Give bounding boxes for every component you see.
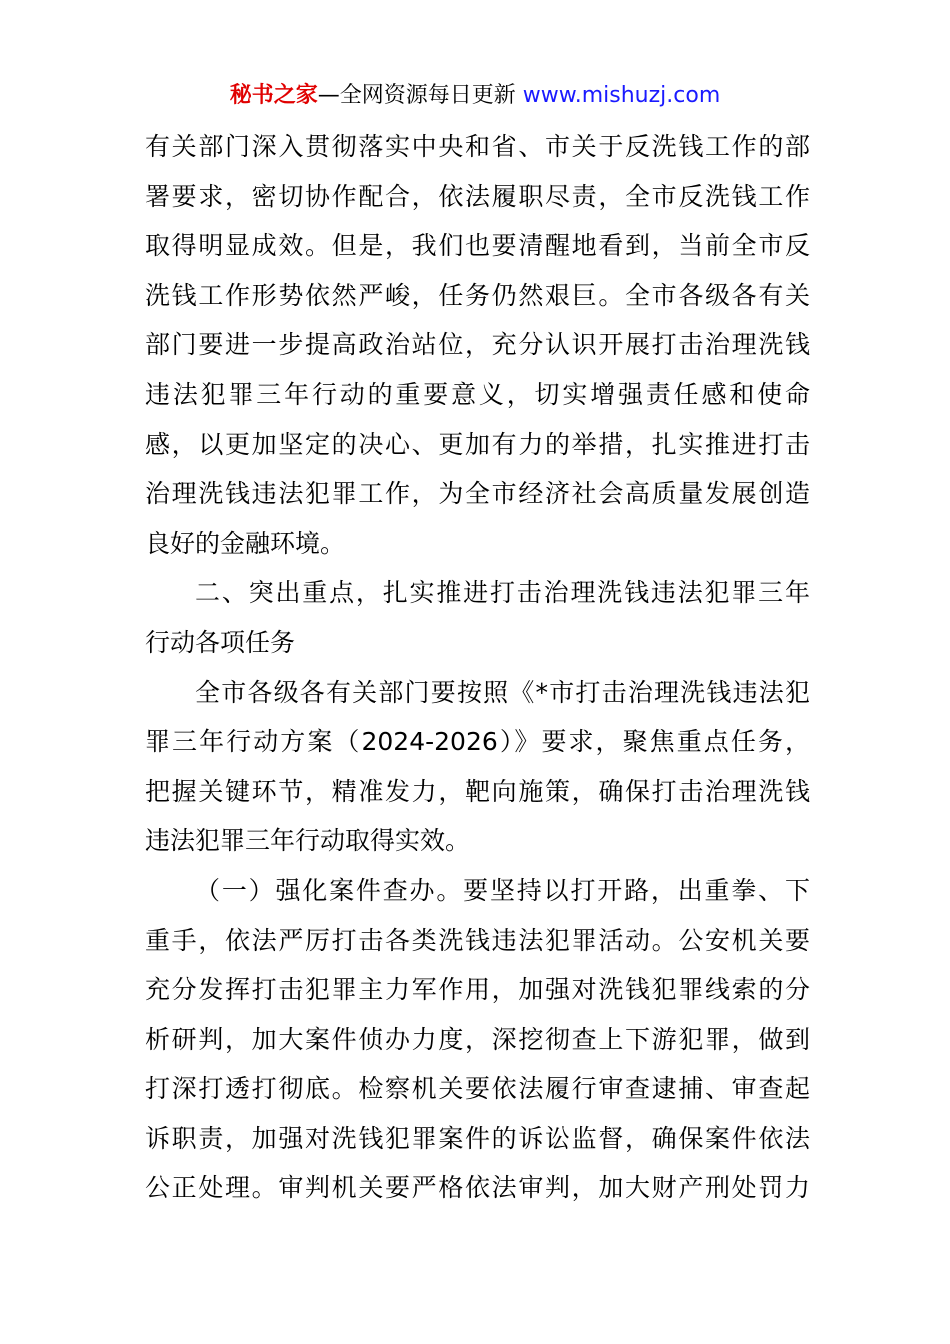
text-line: 署要求，密切协作配合，依法履职尽责，全市反洗钱工作 [145, 181, 810, 211]
text-line: 良好的金融环境。 [145, 528, 346, 558]
document-body [145, 127, 810, 1218]
site-url-link[interactable]: www.mishuzj.com [522, 83, 721, 108]
text-line: 打深打透打彻底。检察机关要依法履行审查逮捕、审查起 [145, 1074, 810, 1104]
text-line: 公正处理。审判机关要严格依法审判，加大财产刑处罚力 [145, 1173, 810, 1203]
text-line: 感，以更加坚定的决心、更加有力的举措，扎实推进打击 [145, 429, 810, 459]
brand-name: 秘书之家 [229, 83, 318, 108]
text-line: 取得明显成效。但是，我们也要清醒地看到，当前全市反 [145, 231, 810, 261]
text-line: （一）强化案件查办。要坚持以打开路，出重拳、下 [195, 875, 810, 905]
text-line: 治理洗钱违法犯罪工作，为全市经济社会高质量发展创造 [145, 479, 810, 509]
text-line: 违法犯罪三年行动的重要意义，切实增强责任感和使命 [145, 379, 810, 409]
text-line: 有关部门深入贯彻落实中央和省、市关于反洗钱工作的部 [145, 132, 810, 161]
text-line: 罪三年行动方案（2024-2026）》要求，聚焦重点任务， [145, 727, 810, 757]
text-line: 把握关键环节，精准发力，靶向施策，确保打击治理洗钱 [145, 776, 810, 806]
text-line: 诉职责，加强对洗钱犯罪案件的诉讼监督，确保案件依法 [145, 1123, 810, 1153]
text-line: 析研判，加大案件侦办力度，深挖彻查上下游犯罪，做到 [145, 1024, 810, 1054]
text-line: 洗钱工作形势依然严峻，任务仍然艰巨。全市各级各有关 [145, 280, 810, 310]
text-line: 部门要进一步提高政治站位，充分认识开展打击治理洗钱 [145, 330, 810, 360]
text-line: 充分发挥打击犯罪主力军作用，加强对洗钱犯罪线索的分 [145, 975, 810, 1005]
header-tagline: —全网资源每日更新 [317, 83, 523, 108]
text-line: 全市各级各有关部门要按照《*市打击治理洗钱违法犯 [195, 677, 810, 707]
section-heading-line: 二、突出重点，扎实推进打击治理洗钱违法犯罪三年 [195, 578, 810, 608]
section-heading-line: 行动各项任务 [145, 627, 296, 657]
site-watermark-header [0, 80, 950, 112]
text-line: 违法犯罪三年行动取得实效。 [145, 826, 471, 856]
text-line: 重手，依法严厉打击各类洗钱违法犯罪活动。公安机关要 [145, 925, 810, 955]
